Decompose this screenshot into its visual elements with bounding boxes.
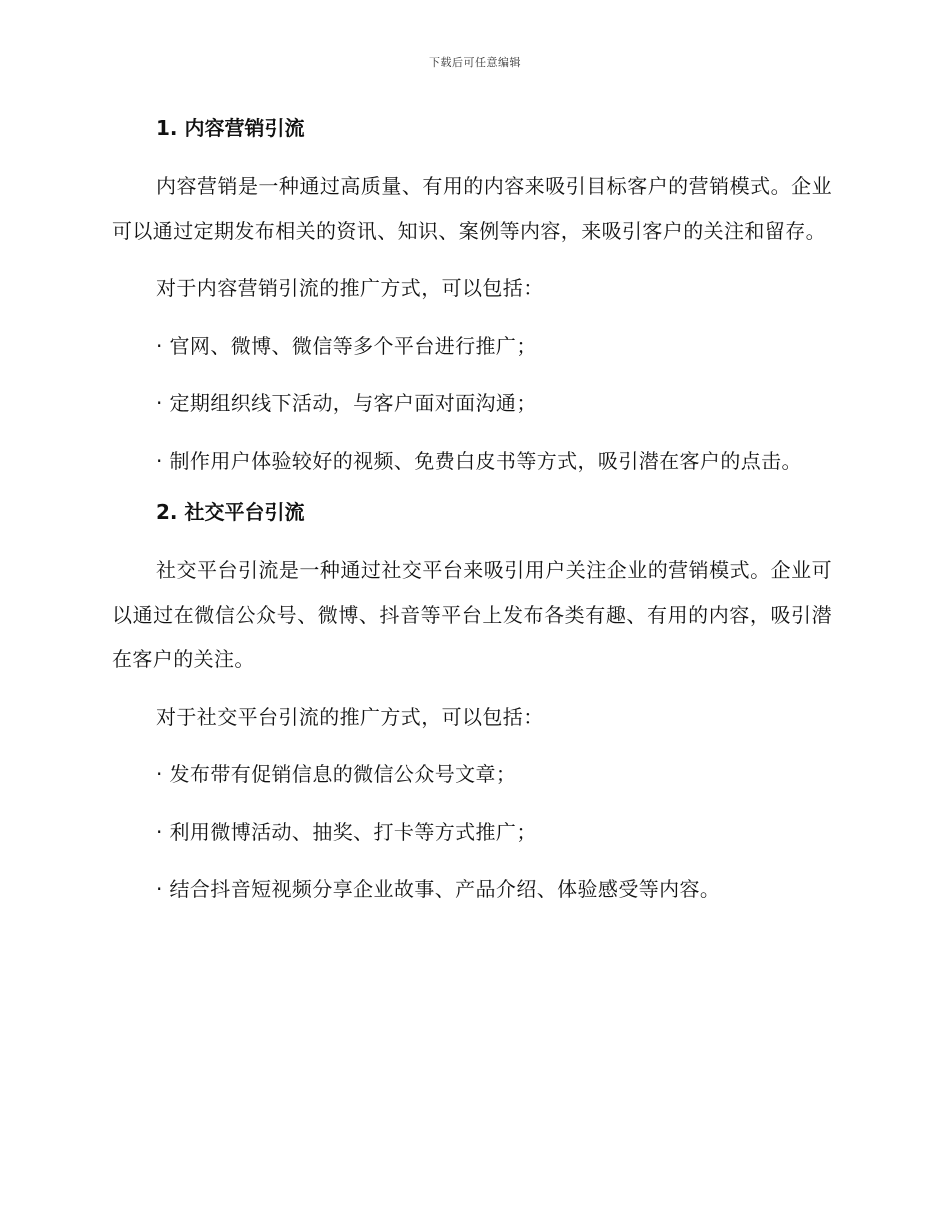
section-heading-social-platform: 2. 社交平台引流 xyxy=(156,500,305,524)
list-item: · 结合抖音短视频分享企业故事、产品介绍、体验感受等内容。 xyxy=(156,877,721,901)
list-item: · 发布带有促销信息的微信公众号文章； xyxy=(156,762,517,786)
header-note: 下载后可任意编辑 xyxy=(429,56,521,69)
list-item: · 制作用户体验较好的视频、免费白皮书等方式，吸引潜在客户的点击。 xyxy=(156,448,802,473)
section-heading-content-marketing: 1. 内容营销引流 xyxy=(156,116,305,140)
document-body xyxy=(112,112,832,925)
paragraph-social-platform-lead: 对于社交平台引流的推广方式，可以包括： xyxy=(156,704,544,729)
list-item: · 官网、微博、微信等多个平台进行推广； xyxy=(156,333,537,358)
paragraph-content-marketing-lead: 对于内容营销引流的推广方式，可以包括： xyxy=(156,276,544,300)
paragraph-content-marketing-intro: 内容营销是一种通过高质量、有用的内容来吸引目标客户的营销模式。企业可以通过定期发布相关的资讯、知识、案例等内容，来吸引客户的关注和留存。 xyxy=(112,174,832,243)
paragraph-social-platform-intro: 社交平台引流是一种通过社交平台来吸引用户关注企业的营销模式。企业可以通过在微信公众号、微博、抖音等平台上发布各类有趣、有用的内容，吸引潜在客户的关注。 xyxy=(112,558,832,671)
list-item: · 定期组织线下活动，与客户面对面沟通； xyxy=(156,391,537,415)
list-item: · 利用微博活动、抽奖、打卡等方式推广； xyxy=(156,819,537,844)
